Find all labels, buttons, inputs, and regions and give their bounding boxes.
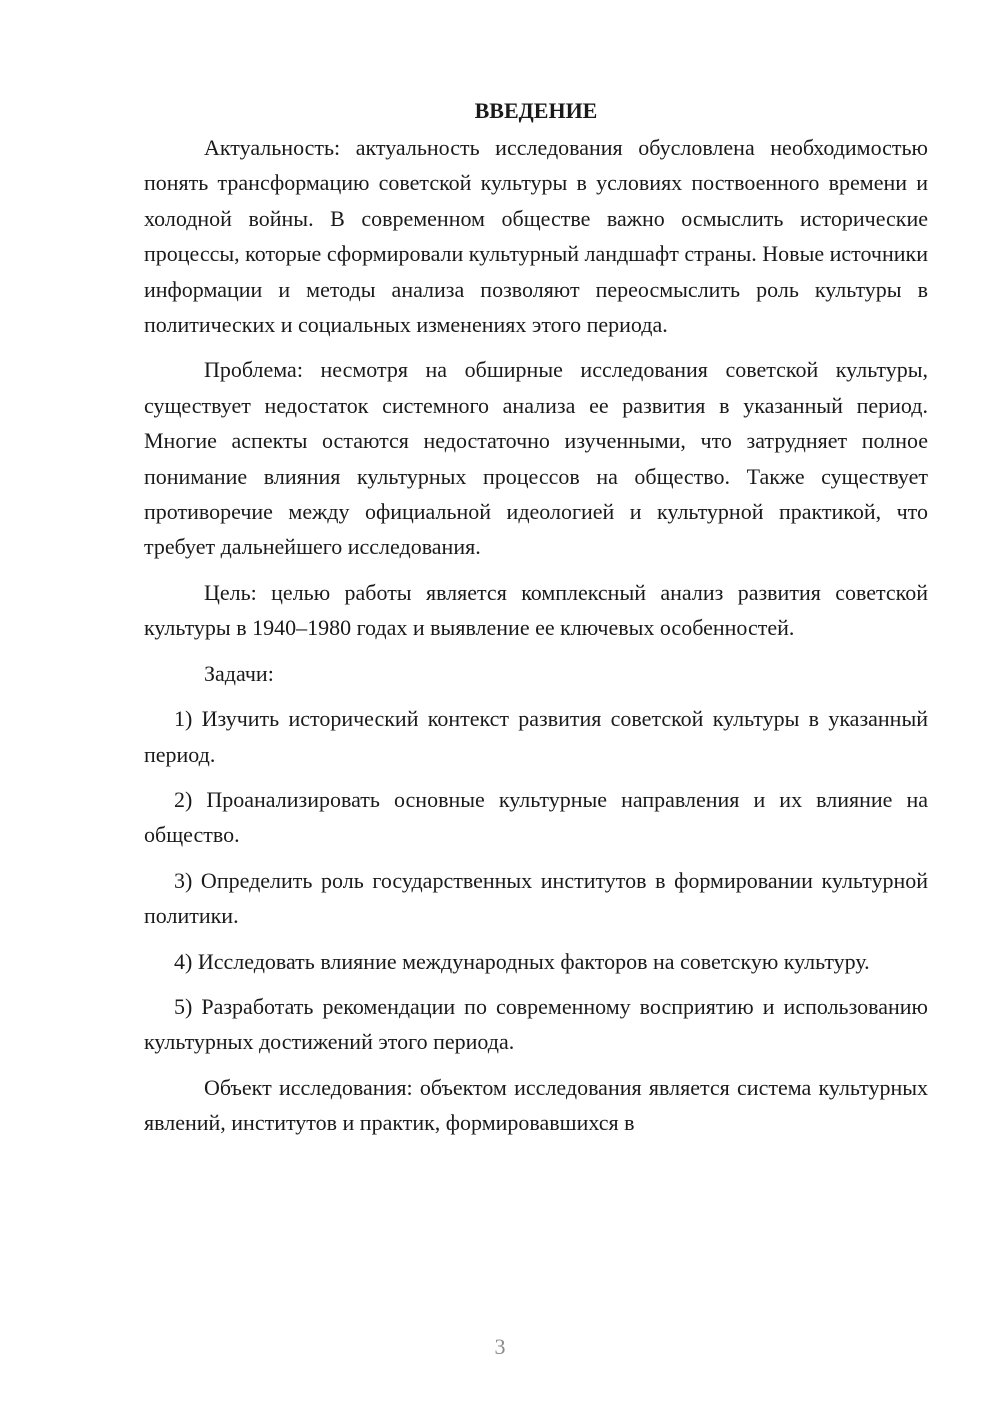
task-item-3: 3) Определить роль государственных институтов в формировании культурной политики. [144,867,928,929]
task-item-5: 5) Разработать рекомендации по современному восприятию и использованию культурных достижений этого периода. [144,993,928,1055]
relevance-paragraph: Актуальность: актуальность исследования обусловлена необходимостью понять трансформацию советской культуры в условиях поствоенного времени и холодной войны. В современном обществе важно осмыслить исторические процессы, которые сформировали культурный ландшафт страны. Новые источники информации и методы анализа позволяют переосмыслить роль культуры в политических и социальных изменениях этого периода. [144,135,928,338]
tasks-label: Задачи: [204,660,274,686]
task-item-1: 1) Изучить исторический контекст развития советской культуры в указанный период. [144,706,928,767]
goal-paragraph: Цель: целью работы является комплексный анализ развития советской культуры в 1940–1980 годах и выявление ее ключевых особенностей. [144,579,928,641]
section-heading: ВВЕДЕНИЕ [474,98,598,123]
problem-paragraph: Проблема: несмотря на обширные исследования советской культуры, существует недостаток системного анализа ее развития в указанный период. Многие аспекты остаются недостаточно изученными, что затрудняет полное понимание влияния культурных процессов на общество. Также существует противоречие между официальной идеологией и культурной практикой, что требует дальнейшего исследования. [144,357,928,560]
task-item-2: 2) Проанализировать основные культурные направления и их влияние на общество. [144,786,928,848]
object-paragraph: Объект исследования: объектом исследования является система культурных явлений, институтов и практик, формировавшихся в [144,1074,928,1136]
task-item-4: 4) Исследовать влияние международных факторов на советскую культуру. [174,948,870,974]
page-number: 3 [494,1334,506,1359]
page-content [144,96,928,1141]
